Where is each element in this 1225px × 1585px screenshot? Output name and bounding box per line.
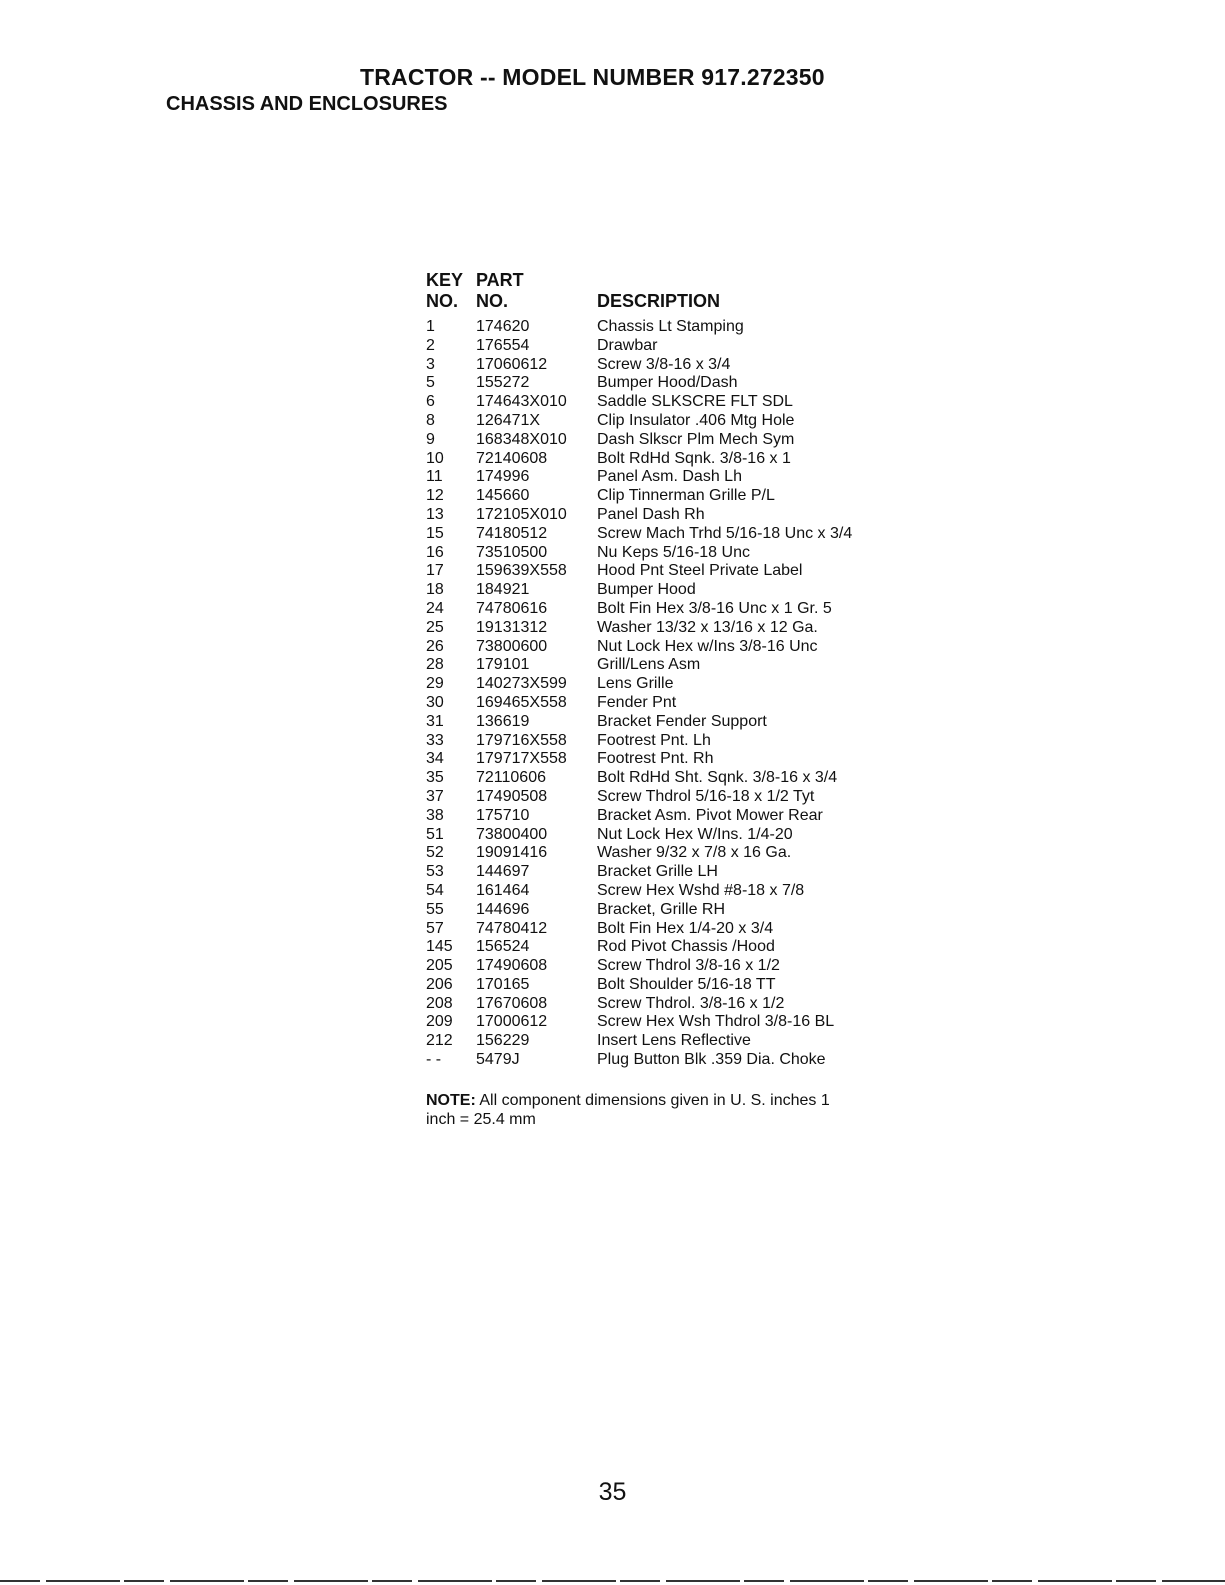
description-cell: Screw 3/8-16 x 3/4	[597, 355, 731, 373]
description-cell: Nu Keps 5/16-18 Unc	[597, 543, 750, 561]
part-no-cell: 74780412	[476, 919, 548, 937]
description-cell: Screw Mach Trhd 5/16-18 Unc x 3/4	[597, 524, 853, 542]
key-no-cell: 34	[426, 750, 444, 768]
description-cell: Clip Insulator .406 Mtg Hole	[597, 411, 795, 429]
part-no-cell: 170165	[476, 975, 530, 993]
table-row	[426, 337, 897, 356]
part-no-cell: 5479J	[476, 1051, 520, 1069]
column-header-key-line1: KEY	[426, 270, 464, 290]
key-no-cell: 8	[426, 411, 435, 429]
description-cell: Clip Tinnerman Grille P/L	[597, 487, 775, 505]
description-cell: Bolt Shoulder 5/16-18 TT	[597, 975, 776, 993]
table-row	[426, 656, 897, 675]
table-row	[426, 562, 897, 581]
description-cell: Plug Button Blk .359 Dia. Choke	[597, 1051, 826, 1069]
description-cell: Bolt RdHd Sqnk. 3/8-16 x 1	[597, 449, 791, 467]
key-no-cell: 35	[426, 769, 444, 787]
description-cell: Footrest Pnt. Lh	[597, 731, 711, 749]
table-row	[426, 412, 897, 431]
description-cell: Screw Hex Wsh Thdrol 3/8-16 BL	[597, 1013, 835, 1031]
key-no-cell: 28	[426, 656, 444, 674]
table-row	[426, 788, 897, 807]
key-no-cell: 208	[426, 994, 453, 1012]
key-no-cell: 38	[426, 806, 444, 824]
key-no-cell: - -	[426, 1051, 442, 1069]
part-no-cell: 159639X558	[476, 562, 567, 580]
part-no-cell: 136619	[476, 712, 530, 730]
description-cell: Dash Slkscr Plm Mech Sym	[597, 430, 795, 448]
key-no-cell: 10	[426, 449, 444, 467]
description-cell: Bumper Hood/Dash	[597, 374, 738, 392]
key-no-cell: 6	[426, 393, 435, 411]
parts-table-header	[426, 264, 897, 312]
key-no-cell: 31	[426, 712, 444, 730]
column-header-part-no	[476, 264, 597, 312]
description-cell: Drawbar	[597, 336, 658, 354]
part-no-cell: 144697	[476, 863, 530, 881]
scan-edge-line	[0, 1580, 1225, 1582]
key-no-cell: 206	[426, 975, 453, 993]
part-no-cell: 174620	[476, 318, 530, 335]
part-no-cell: 184921	[476, 581, 530, 599]
description-cell: Fender Pnt	[597, 693, 677, 711]
column-header-key-line2: NO.	[426, 291, 459, 311]
key-no-cell: 29	[426, 675, 444, 693]
part-no-cell: 126471X	[476, 411, 541, 429]
key-no-cell: 24	[426, 599, 444, 617]
part-no-cell: 144696	[476, 900, 530, 918]
table-row	[426, 468, 897, 487]
table-row	[426, 600, 897, 619]
description-cell: Bracket Grille LH	[597, 863, 718, 881]
description-cell: Bracket, Grille RH	[597, 900, 726, 918]
description-cell: Panel Dash Rh	[597, 505, 705, 523]
part-no-cell: 155272	[476, 374, 530, 392]
description-cell: Hood Pnt Steel Private Label	[597, 562, 803, 580]
key-no-cell: 212	[426, 1032, 453, 1050]
description-cell: Nut Lock Hex w/Ins 3/8-16 Unc	[597, 637, 818, 655]
table-row	[426, 487, 897, 506]
table-row	[426, 638, 897, 657]
table-row	[426, 995, 897, 1014]
part-no-cell: 72110606	[476, 769, 546, 787]
key-no-cell: 30	[426, 693, 444, 711]
description-cell: Screw Thdrol 3/8-16 x 1/2	[597, 957, 780, 975]
part-no-cell: 174996	[476, 468, 530, 486]
part-no-cell: 156229	[476, 1032, 530, 1050]
table-row	[426, 393, 897, 412]
table-row	[426, 713, 897, 732]
key-no-cell: 53	[426, 863, 444, 881]
part-no-cell: 168348X010	[476, 430, 567, 448]
part-no-cell: 72140608	[476, 449, 548, 467]
key-no-cell: 15	[426, 524, 444, 542]
table-row	[426, 694, 897, 713]
description-cell: Washer 9/32 x 7/8 x 16 Ga.	[597, 844, 792, 862]
part-no-cell: 179716X558	[476, 731, 567, 749]
key-no-cell: 25	[426, 618, 444, 636]
part-no-cell: 17000612	[476, 1013, 548, 1031]
part-no-cell: 17490608	[476, 957, 548, 975]
parts-list-table	[426, 264, 897, 1070]
table-row	[426, 732, 897, 751]
key-no-cell: 1	[426, 318, 435, 335]
description-cell: Screw Thdrol 5/16-18 x 1/2 Tyt	[597, 787, 815, 805]
part-no-cell: 19131312	[476, 618, 548, 636]
description-cell: Bolt Fin Hex 1/4-20 x 3/4	[597, 919, 774, 937]
table-row	[426, 863, 897, 882]
part-no-cell: 179717X558	[476, 750, 567, 768]
table-row	[426, 976, 897, 995]
description-cell: Screw Hex Wshd #8-18 x 7/8	[597, 881, 805, 899]
table-row	[426, 1032, 897, 1051]
key-no-cell: 3	[426, 355, 435, 373]
key-no-cell: 145	[426, 938, 453, 956]
description-cell: Screw Thdrol. 3/8-16 x 1/2	[597, 994, 785, 1012]
table-row	[426, 1013, 897, 1032]
column-header-description	[597, 264, 897, 312]
key-no-cell: 5	[426, 374, 435, 392]
table-row	[426, 525, 897, 544]
part-no-cell: 17060612	[476, 355, 548, 373]
description-cell: Saddle SLKSCRE FLT SDL	[597, 393, 793, 411]
column-header-description-label: DESCRIPTION	[597, 291, 721, 311]
table-row	[426, 844, 897, 863]
key-no-cell: 57	[426, 919, 444, 937]
part-no-cell: 176554	[476, 336, 530, 354]
description-cell: Rod Pivot Chassis /Hood	[597, 938, 775, 956]
part-no-cell: 179101	[476, 656, 530, 674]
table-row	[426, 769, 897, 788]
description-cell: Bracket Asm. Pivot Mower Rear	[597, 806, 823, 824]
key-no-cell: 13	[426, 505, 444, 523]
key-no-cell: 209	[426, 1013, 453, 1031]
part-no-cell: 145660	[476, 487, 530, 505]
section-subtitle: CHASSIS AND ENCLOSURES	[166, 93, 448, 115]
part-no-cell: 74180512	[476, 524, 548, 542]
page-number: 35	[598, 1478, 627, 1506]
key-no-cell: 54	[426, 881, 444, 899]
key-no-cell: 16	[426, 543, 444, 561]
description-cell: Bracket Fender Support	[597, 712, 767, 730]
description-cell: Bolt Fin Hex 3/8-16 Unc x 1 Gr. 5	[597, 599, 832, 617]
table-row	[426, 374, 897, 393]
table-row	[426, 920, 897, 939]
description-cell: Insert Lens Reflective	[597, 1032, 751, 1050]
table-row	[426, 450, 897, 469]
header-row	[426, 264, 897, 312]
table-row	[426, 619, 897, 638]
table-row	[426, 312, 897, 337]
part-no-cell: 74780616	[476, 599, 548, 617]
description-cell: Chassis Lt Stamping	[597, 318, 744, 335]
key-no-cell: 17	[426, 562, 444, 580]
key-no-cell: 51	[426, 825, 444, 843]
table-row	[426, 506, 897, 525]
key-no-cell: 18	[426, 581, 444, 599]
description-cell: Footrest Pnt. Rh	[597, 750, 714, 768]
part-no-cell: 156524	[476, 938, 530, 956]
table-row	[426, 957, 897, 976]
key-no-cell: 11	[426, 468, 443, 486]
part-no-cell: 17670608	[476, 994, 548, 1012]
key-no-cell: 205	[426, 957, 453, 975]
key-no-cell: 26	[426, 637, 444, 655]
part-no-cell: 73800600	[476, 637, 548, 655]
key-no-cell: 55	[426, 900, 444, 918]
description-cell: Panel Asm. Dash Lh	[597, 468, 742, 486]
table-row	[426, 1051, 897, 1070]
note-label: NOTE:	[426, 1092, 476, 1109]
part-no-cell: 175710	[476, 806, 530, 824]
table-row	[426, 675, 897, 694]
part-no-cell: 174643X010	[476, 393, 567, 411]
part-no-cell: 73800400	[476, 825, 548, 843]
description-cell: Bolt RdHd Sht. Sqnk. 3/8-16 x 3/4	[597, 769, 838, 787]
table-row	[426, 431, 897, 450]
parts-table-body	[426, 312, 897, 1070]
description-cell: Washer 13/32 x 13/16 x 12 Ga.	[597, 618, 818, 636]
column-header-part-line2: NO.	[476, 291, 509, 311]
key-no-cell: 9	[426, 430, 435, 448]
table-row	[426, 901, 897, 920]
table-row	[426, 938, 897, 957]
table-row	[426, 356, 897, 375]
part-no-cell: 73510500	[476, 543, 548, 561]
key-no-cell: 12	[426, 487, 444, 505]
part-no-cell: 172105X010	[476, 505, 567, 523]
table-row	[426, 807, 897, 826]
key-no-cell: 33	[426, 731, 444, 749]
note-text: All component dimensions given in U. S. inches 1 inch = 25.4 mm	[426, 1092, 830, 1128]
key-no-cell: 2	[426, 336, 435, 354]
description-cell: Nut Lock Hex W/Ins. 1/4-20	[597, 825, 793, 843]
page-title: TRACTOR -- MODEL NUMBER 917.272350	[360, 64, 825, 90]
part-no-cell: 140273X599	[476, 675, 567, 693]
table-row	[426, 750, 897, 769]
key-no-cell: 37	[426, 787, 444, 805]
description-cell: Grill/Lens Asm	[597, 656, 701, 674]
key-no-cell: 52	[426, 844, 444, 862]
description-cell: Bumper Hood	[597, 581, 696, 599]
part-no-cell: 169465X558	[476, 693, 567, 711]
part-no-cell: 17490508	[476, 787, 548, 805]
part-no-cell: 161464	[476, 881, 530, 899]
dimensions-note	[426, 1091, 846, 1129]
table-row	[426, 882, 897, 901]
column-header-key-no	[426, 264, 476, 312]
column-header-part-line1: PART	[476, 270, 524, 290]
table-row	[426, 544, 897, 563]
description-cell: Lens Grille	[597, 675, 674, 693]
table-row	[426, 581, 897, 600]
part-no-cell: 19091416	[476, 844, 548, 862]
table-row	[426, 826, 897, 845]
